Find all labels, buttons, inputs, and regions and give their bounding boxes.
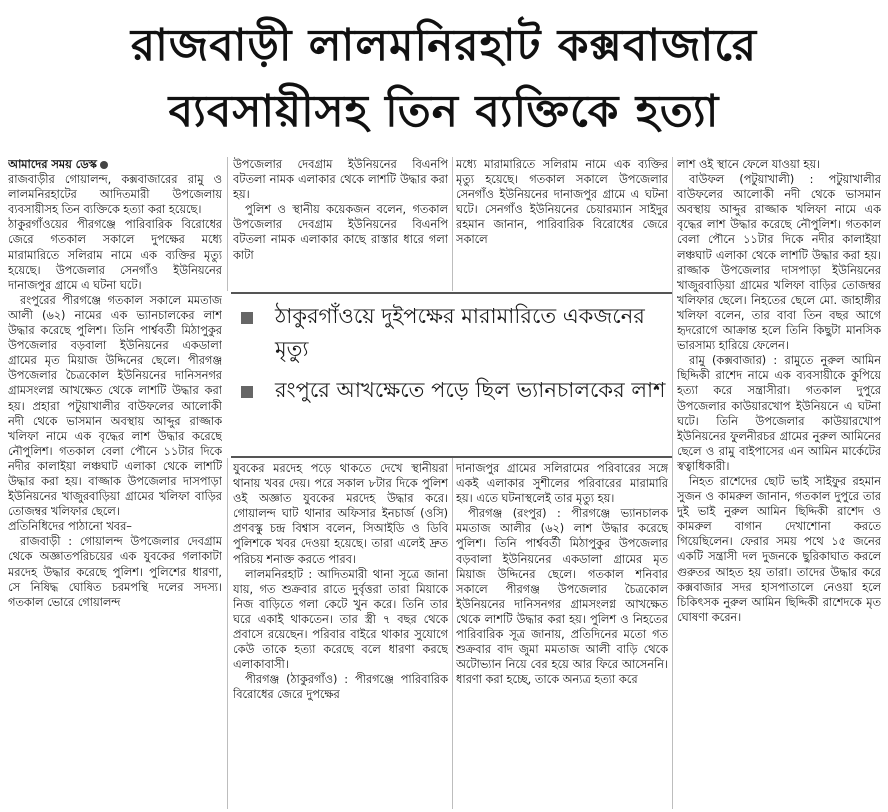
paragraph: রংপুরের পীরগঞ্জে গতকাল সকালে মমতাজ আলী (৬২) নামের এক ভ্যানচালকের লাশ উদ্ধার করেছে পুলিশ। তিনি পার্শ্ববর্তী মিঠাপুকুর উপজেলার বড়বালা ইউনিয়নের একডালা গ্রামের মৃত মিয়াজ উদ্দিনের ছেলে। পীরগঞ্জ উপজেলার চৈত্রকোল ইউনিয়নের দানিসনগর গ্রামসংলগ্ন আখক্ষেত থেকে লাশটি উদ্ধার করা হয়। প্রহারা পটুয়াখালীর বাউফলের আলোকী নদী থেকে ভাসমান অবস্থায় আব্দুর রাজ্জাক খলিফা নামে এক বৃদ্ধের লাশ উদ্ধার করেছে নৌপুলিশ। গতকাল বেলা পৌনে ১১টার দিকে নদীর কালাইয়া লঞ্চঘাট এলাকা থেকে লাশটি উদ্ধার করা হয়। বাজ্জাক উপজেলার দাসপাড়া ইউনিয়নের খাজুরবাড়িয়া গ্রামের খলিফা বাড়ির তোজম্বর খলিফার ছেলে। — [8, 293, 222, 519]
article-column-2-top — [233, 157, 448, 287]
byline: আমাদের সময় ডেস্ক — [8, 158, 97, 171]
article-column-2-bottom — [233, 461, 448, 809]
paragraph: বাউফল (পটুয়াখালী) : পটুয়াখালীর বাউফলের আলোকী নদী থেকে ভাসমান অবস্থায় আব্দুর রাজ্জাক খলিফা নামে এক বৃদ্ধের লাশ উদ্ধার করেছে নৌপুলিশ। গতকাল বেলা পৌনে ১১টার দিকে নদীর কালাইয়া লঞ্চঘাট এলাকা থেকে লাশটি উদ্ধার করা হয়। রাজ্জাক উপজেলার দাসপাড়া ইউনিয়নের খাজুরবাড়িয়া গ্রামের খলিফা বাড়ির তোজম্বর খলিফার ছেলে। নিহতের ছেলে মো. জাহাঙ্গীর খলিফা বলেন, তার বাবা তিন বছর আগে হৃদরোগে আক্রান্ত হলে তিনি কিছুটা মানসিক ভারসাম্য হারিয়ে ফেলেন। — [677, 173, 881, 353]
paragraph: উপজেলার দেবগ্রাম ইউনিয়নের বিএনপি বটতলা নামক এলাকার থেকে লাশটি উদ্ধার করা হয়। — [233, 158, 448, 202]
article-column-3-bottom — [456, 461, 668, 809]
paragraph: লাশ ওই স্থানে ফেলে যাওয়া হয়। — [677, 158, 821, 171]
paragraph: পুলিশ ও স্থানীয় কয়েকজন বলেন, গতকাল উপজেলার দেবগ্রাম ইউনিয়নের বিএনপি বটতলা নামক এলাকার কাছে রাস্তার ধারে গলা কাটা — [233, 203, 448, 262]
pull-quote-box — [231, 292, 672, 458]
column-rule — [452, 458, 453, 809]
column-rule — [452, 157, 453, 291]
paragraph: ঠাকুরগাঁওয়ের পীরগঞ্জে পারিবারিক বিরোধের জেরে গতকাল সকালে দুপক্ষের মধ্যে মারামারিতে সলিরাম নামে এক ব্যক্তির মৃত্যু হয়েছে। উপজেলার সেনগাঁও ইউনিয়নের দানাজপুর গ্রামে এ ঘটনা ঘটে। — [8, 218, 222, 292]
headline — [0, 0, 888, 150]
paragraph: প্রতিনিধিদের পাঠানো খবর– — [8, 520, 132, 534]
paragraph: দানাজপুর গ্রামের সলিরামের পরিবারের সঙ্গে একই এলাকার সুশীলের পরিবারের মারামারি হয়। এতে ঘটনাস্থলেই তার মৃত্যু হয়। — [456, 462, 668, 506]
paragraph: মধ্যে মারামারিতে সলিরাম নামে এক ব্যক্তির মৃত্যু হয়েছে। গতকাল সকালে উপজেলার সেনগাঁও ইউনিয়নের দানাজপুর গ্রামে এ ঘটনা ঘটে। সেনগাঁও ইউনিয়নের চেয়ারম্যান সাইদুর রহমান জানান, পারিবারিক বিরোধের জেরে সকালে — [456, 158, 668, 247]
square-bullet-icon — [241, 386, 253, 398]
paragraph: পীরগঞ্জ (রংপুর) : পীরগঞ্জে ভ্যানচালক মমতাজ আলীর (৬২) লাশ উদ্ধার করেছে পুলিশ। তিনি পার্শ্ববর্তী মিঠাপুকুর উপজেলার বড়বালা ইউনিয়নের একডালা গ্রামের মৃত মিয়াজ উদ্দিনের ছেলে। গতকাল শনিবার সকালে পীরগঞ্জ উপজেলার চৈত্রকোল ইউনিয়নের দানিসনগর গ্রামসংলগ্ন আখক্ষেত থেকে লাশটি উদ্ধার করা হয়। পুলিশ ও নিহতের পারিবারিক সূত্র জানায়, প্রতিদিনের মতো গত শুক্রবার বাদ জুমা মমতাজ আলী বাড়ি থেকে অটোভ্যান নিয়ে বের হয়ে আর ফিরে আসেননি। ধারণা করা হচ্ছে, তাকে অন্যত্র হত্যা করে — [456, 507, 668, 687]
article-column-4 — [677, 157, 881, 809]
byline-paragraph — [8, 157, 222, 172]
column-rule — [227, 458, 228, 809]
square-bullet-icon — [241, 312, 253, 324]
paragraph: পীরগঞ্জ (ঠাকুরগাঁও) : পীরগঞ্জে পারিবারিক বিরোধের জেরে দুপক্ষের — [233, 673, 448, 702]
article-column-1 — [8, 157, 222, 809]
paragraph: রামু (কক্সবাজার) : রামুতে নুরুল আমিন ছিদ্দিকী রাশেদ নামে এক ব্যবসায়ীকে কুপিয়ে হত্যা করে সন্ত্রাসীরা। গতকাল দুপুরে উপজেলার কাউয়ারখোপ ইউনিয়নে এ ঘটনা ঘটে। তিনি উপজেলার কাউয়ারখোপ ইউনিয়নের ফুলনীরচর গ্রামের নুরুল আমিনের ছেলে ও রামু বাইপাসের এন আমিন মার্কেটের স্বত্বাধিকারী। — [677, 354, 881, 473]
article-column-3-top — [456, 157, 668, 287]
paragraph: রাজবাড়ী : গোয়ালন্দ উপজেলার দেবগ্রাম থেকে অজ্ঞাতপরিচয়ের এক যুবকের গলাকাটা মরদেহ উদ্ধার করেছে পুলিশ। পুলিশের ধারণা, সে নিষিদ্ধ ঘোষিত চরমপন্থি দলের সদস্য। গতকাল ভোরে গোয়ালন্দ — [8, 535, 222, 609]
pull-quote-text: রংপুরে আখক্ষেতে পড়ে ছিল ভ্যানচালকের লাশ — [275, 378, 666, 402]
paragraph: নিহত রাশেদের ছোট ভাই সাইফুর রহমান সুজন ও কামরুল জানান, গতকাল দুপুরে তার দুই ভাই নুরুল আমিন ছিদ্দিকী রাশেদ ও কামরুল বাগান দেখাশোনা করতে গিয়েছিলেন। ফেরার সময় পথে ১৫ জনের একটি সন্ত্রাসী দল দুজনকে ছুরিকাঘাত করলে গুরুতর আহত হয় তারা। তাদের উদ্ধার করে কক্সবাজার সদর হাসপাতালে নেওয়া হলে চিকিৎসক নুরুল আমিন ছিদ্দিকী রাশেদকে মৃত ঘোষণা করেন। — [677, 474, 881, 624]
column-rule — [672, 157, 673, 809]
paragraph: যুবকের মরদেহ পড়ে থাকতে দেখে স্থানীয়রা থানায় খবর দেয়। পরে সকাল ৮টার দিকে পুলিশ ওই অজ্ঞাত যুবকের মরদেহ উদ্ধার করে। গোয়ালন্দ ঘাট থানার অফিসার ইনচার্জ (ওসি) প্রণবস্কু চন্দ্র বিশ্বাস বলেন, সিআইডি ও ডিবি পুলিশকে খবর দেওয়া হয়েছে। তারা এলেই দ্রুত পরিচয় শনাক্ত করতে পারব। — [233, 462, 448, 566]
paragraph: লালমনিরহাট : আদিতমারী থানা সূত্রে জানা যায়, গত শুক্রবার রাতে দুর্বৃত্তরা তারা মিয়াকে নিজ বাড়িতে গলা কেটে খুন করে। তিনি তার ঘরে একাই থাকতেন। তার স্ত্রী ৭ বছর থেকে প্রবাসে রয়েছেন। পরিবার বাইরে থাকার সুযোগে কেউ তাকে হত্যা করেছে বলে ধারণা করছে এলাকাবাসী। — [233, 567, 448, 672]
pull-quote-text: ঠাকুরগাঁওয়ে দুইপক্ষের মারামারিতে একজনের মৃত্যু — [275, 304, 645, 361]
paragraph: রাজবাড়ীর গোয়ালন্দ, কক্সবাজারের রামু ও লালমনিরহাটের আদিতমারী উপজেলায় ব্যবসায়ীসহ তিন ব্যক্তিকে হত্যা করা হয়েছে। — [8, 173, 222, 217]
headline-line-2: ব্যবসায়ীসহ তিন ব্যক্তিকে হত্যা — [168, 86, 720, 137]
pull-quote-item — [237, 300, 667, 366]
headline-line-1: রাজবাড়ী লালমনিরহাট কক্সবাজারে — [130, 20, 758, 71]
column-rule — [227, 157, 228, 291]
pull-quote-item — [237, 374, 667, 407]
bullet-dot-icon — [100, 161, 108, 169]
